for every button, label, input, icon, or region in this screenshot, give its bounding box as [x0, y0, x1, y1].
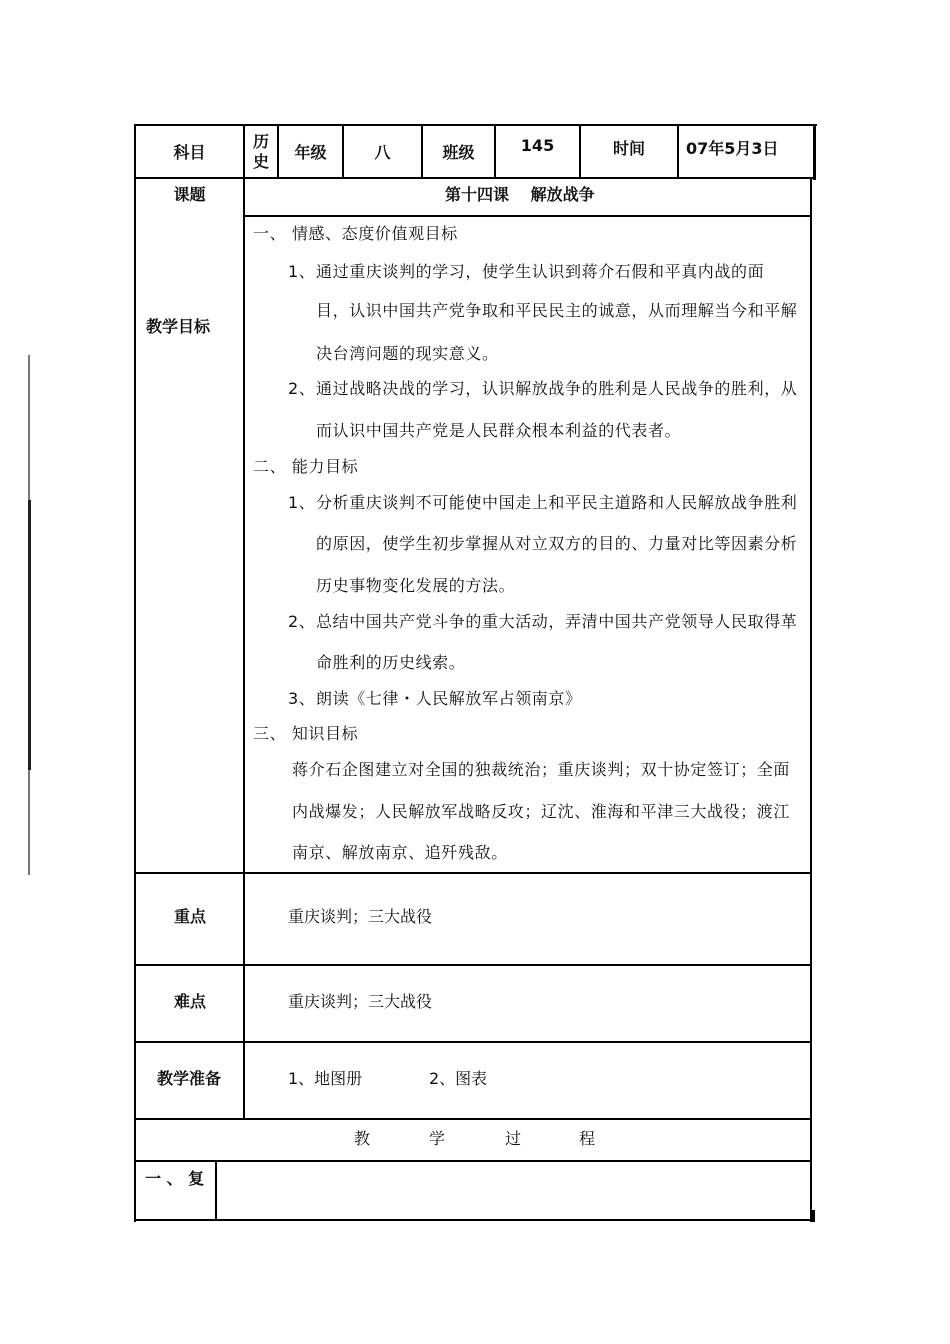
objective-2-1-line-1: 分析重庆谈判不可能使中国走上和平民主道路和人民解放战争胜利 — [316, 493, 798, 512]
knowledge-line-2: 内战爆发；人民解放军战略反攻；辽沈、淮海和平津三大战役；渡江 — [292, 802, 791, 821]
difficult-points-value: 重庆谈判；三大战役 — [288, 992, 433, 1011]
objective-2-2-num: 2、 — [288, 612, 316, 631]
binding-line-mark-bold — [28, 500, 31, 770]
topic-label: 课题 — [173, 184, 206, 204]
class-value: 145 — [520, 136, 555, 155]
topic-value: 第十四课 解放战争 — [445, 185, 595, 204]
preparation-item-1: 1、地图册 — [288, 1069, 363, 1088]
objective-1-1-line-2: 目，认识中国共产党争取和平民民主的诚意，从而理解当今和平解 — [316, 301, 798, 320]
process-title-char-3: 过 — [505, 1129, 522, 1148]
key-points-label: 重点 — [174, 907, 207, 926]
objective-heading-1: 一、 情感、态度价值观目标 — [253, 224, 458, 243]
knowledge-line-1: 蒋介石企图建立对全国的独裁统治；重庆谈判；双十协定签订；全面 — [292, 760, 791, 779]
difficult-points-label: 难点 — [174, 992, 207, 1011]
subject-value: 历史 — [252, 131, 269, 171]
knowledge-line-3: 南京、解放南京、追歼残敌。 — [292, 843, 508, 862]
objective-1-2-num: 2、 — [288, 379, 316, 398]
objective-2-1-line-2: 的原因，使学生初步掌握从对立双方的目的、力量对比等因素分析 — [316, 534, 798, 553]
objective-heading-3: 三、 知识目标 — [253, 724, 359, 743]
grade-value: 八 — [374, 143, 391, 162]
objective-1-2-line-2: 而认识中国共产党是人民群众根本利益的代表者。 — [316, 421, 682, 440]
key-points-value: 重庆谈判；三大战役 — [288, 907, 433, 926]
time-label: 时间 — [612, 139, 645, 158]
subject-label: 科目 — [173, 143, 206, 162]
objective-2-3-line-1: 朗读《七律・人民解放军占领南京》 — [316, 689, 582, 708]
objective-2-2-line-2: 命胜利的历史线索。 — [316, 653, 466, 672]
objective-2-2-line-1: 总结中国共产党斗争的重大活动，弄清中国共产党领导人民取得革 — [316, 612, 798, 631]
objective-2-1-num: 1、 — [288, 493, 316, 512]
objective-2-3-num: 3、 — [288, 689, 316, 708]
objective-1-1-num: 1、 — [288, 262, 316, 281]
process-step-1-label: 一 、 复 — [145, 1169, 205, 1188]
time-value: 07年5月3日 — [686, 139, 779, 158]
process-title-char-2: 学 — [429, 1129, 446, 1148]
preparation-item-2: 2、图表 — [429, 1069, 488, 1088]
process-title-char-1: 教 — [354, 1129, 371, 1148]
objective-heading-2: 二、 能力目标 — [253, 457, 359, 476]
grade-label: 年级 — [294, 143, 327, 162]
objective-1-1-line-1: 通过重庆谈判的学习，使学生认识到蒋介石假和平真内战的面 — [316, 262, 765, 281]
preparation-label: 教学准备 — [157, 1069, 222, 1088]
objective-1-1-line-3: 决台湾问题的现实意义。 — [316, 344, 499, 363]
objectives-label: 教学目标 — [146, 317, 211, 336]
objective-2-1-line-3: 历史事物变化发展的方法。 — [316, 576, 516, 595]
process-title-char-4: 程 — [579, 1129, 596, 1148]
objective-1-2-line-1: 通过战略决战的学习，认识解放战争的胜利是人民战争的胜利，从 — [316, 379, 798, 398]
class-label: 班级 — [442, 143, 475, 162]
